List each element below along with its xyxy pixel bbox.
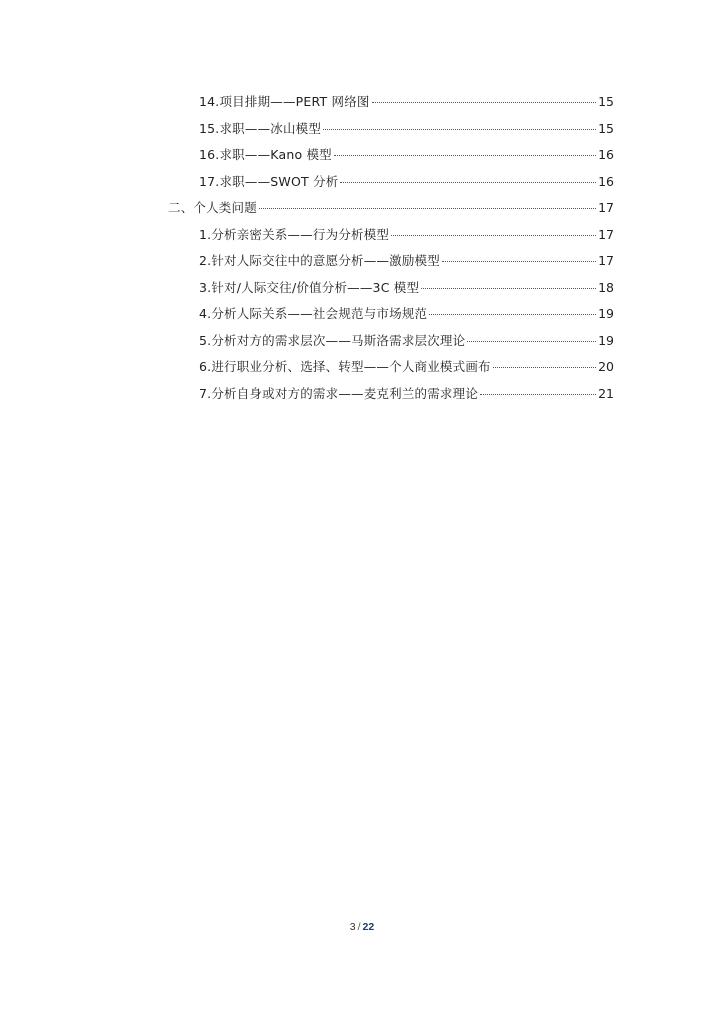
- toc-entry-title: 14.项目排期——PERT 网络图: [199, 94, 370, 109]
- toc-entry-title: 2.针对人际交往中的意愿分析——激励模型: [199, 253, 440, 268]
- toc-entry[interactable]: [199, 145, 614, 165]
- toc-dot-leader: [372, 102, 596, 103]
- toc-entry-page: 15: [598, 94, 614, 109]
- toc-entry-title: 6.进行职业分析、选择、转型——个人商业模式画布: [199, 359, 491, 374]
- toc-entry-title: 15.求职——冰山模型: [199, 120, 322, 136]
- toc-dot-leader: [429, 314, 596, 315]
- toc-entry-page: 16: [598, 173, 614, 189]
- toc-dot-leader: [334, 155, 596, 156]
- current-page-number: 3: [349, 921, 356, 933]
- toc-entry-page: 17: [598, 253, 614, 268]
- toc-entry[interactable]: [199, 172, 614, 192]
- toc-entry[interactable]: [199, 304, 614, 324]
- page-footer: [0, 921, 724, 933]
- toc-entry[interactable]: [199, 278, 614, 298]
- toc-dot-leader: [493, 367, 596, 368]
- toc-entry[interactable]: [199, 225, 614, 245]
- toc-dot-leader: [259, 208, 596, 209]
- total-page-count: 22: [362, 921, 375, 933]
- toc-entry-title: 16.求职——Kano 模型: [199, 147, 332, 162]
- toc-entry-title: 4.分析人际关系——社会规范与市场规范: [199, 306, 428, 321]
- toc-entry-title: 7.分析自身或对方的需求——麦克利兰的需求理论: [199, 385, 479, 401]
- toc-entry-page: 17: [598, 200, 614, 215]
- toc-entry[interactable]: [199, 119, 614, 139]
- toc-section-heading[interactable]: [168, 198, 614, 218]
- toc-entry[interactable]: [199, 251, 614, 271]
- toc-dot-leader: [323, 129, 596, 130]
- toc-dot-leader: [421, 288, 596, 289]
- toc-entry-title: 1.分析亲密关系——行为分析模型: [199, 226, 390, 242]
- toc-dot-leader: [480, 394, 596, 395]
- toc-entry[interactable]: [199, 357, 614, 377]
- toc-entry-page: 21: [598, 385, 614, 401]
- toc-entry-page: 18: [598, 279, 614, 295]
- toc-entry-page: 19: [598, 332, 614, 348]
- toc-entry-title: 17.求职——SWOT 分析: [199, 173, 339, 189]
- toc-entry[interactable]: [199, 92, 614, 112]
- toc-entry[interactable]: [199, 331, 614, 351]
- toc-entry-page: 16: [598, 147, 614, 162]
- toc-entry-title: 二、个人类问题: [168, 200, 257, 215]
- toc-entry-page: 20: [598, 359, 614, 374]
- toc-entry-title: 5.分析对方的需求层次——马斯洛需求层次理论: [199, 332, 466, 348]
- toc-dot-leader: [467, 341, 596, 342]
- toc-entry-page: 19: [598, 306, 614, 321]
- toc-dot-leader: [442, 261, 596, 262]
- toc-entry[interactable]: [199, 384, 614, 404]
- toc-entry-title: 3.针对/人际交往/价值分析——3C 模型: [199, 279, 420, 295]
- toc-entry-page: 15: [598, 120, 614, 136]
- page-separator: /: [357, 921, 361, 933]
- toc-dot-leader: [391, 235, 596, 236]
- toc-entry-page: 17: [598, 226, 614, 242]
- toc-dot-leader: [340, 182, 596, 183]
